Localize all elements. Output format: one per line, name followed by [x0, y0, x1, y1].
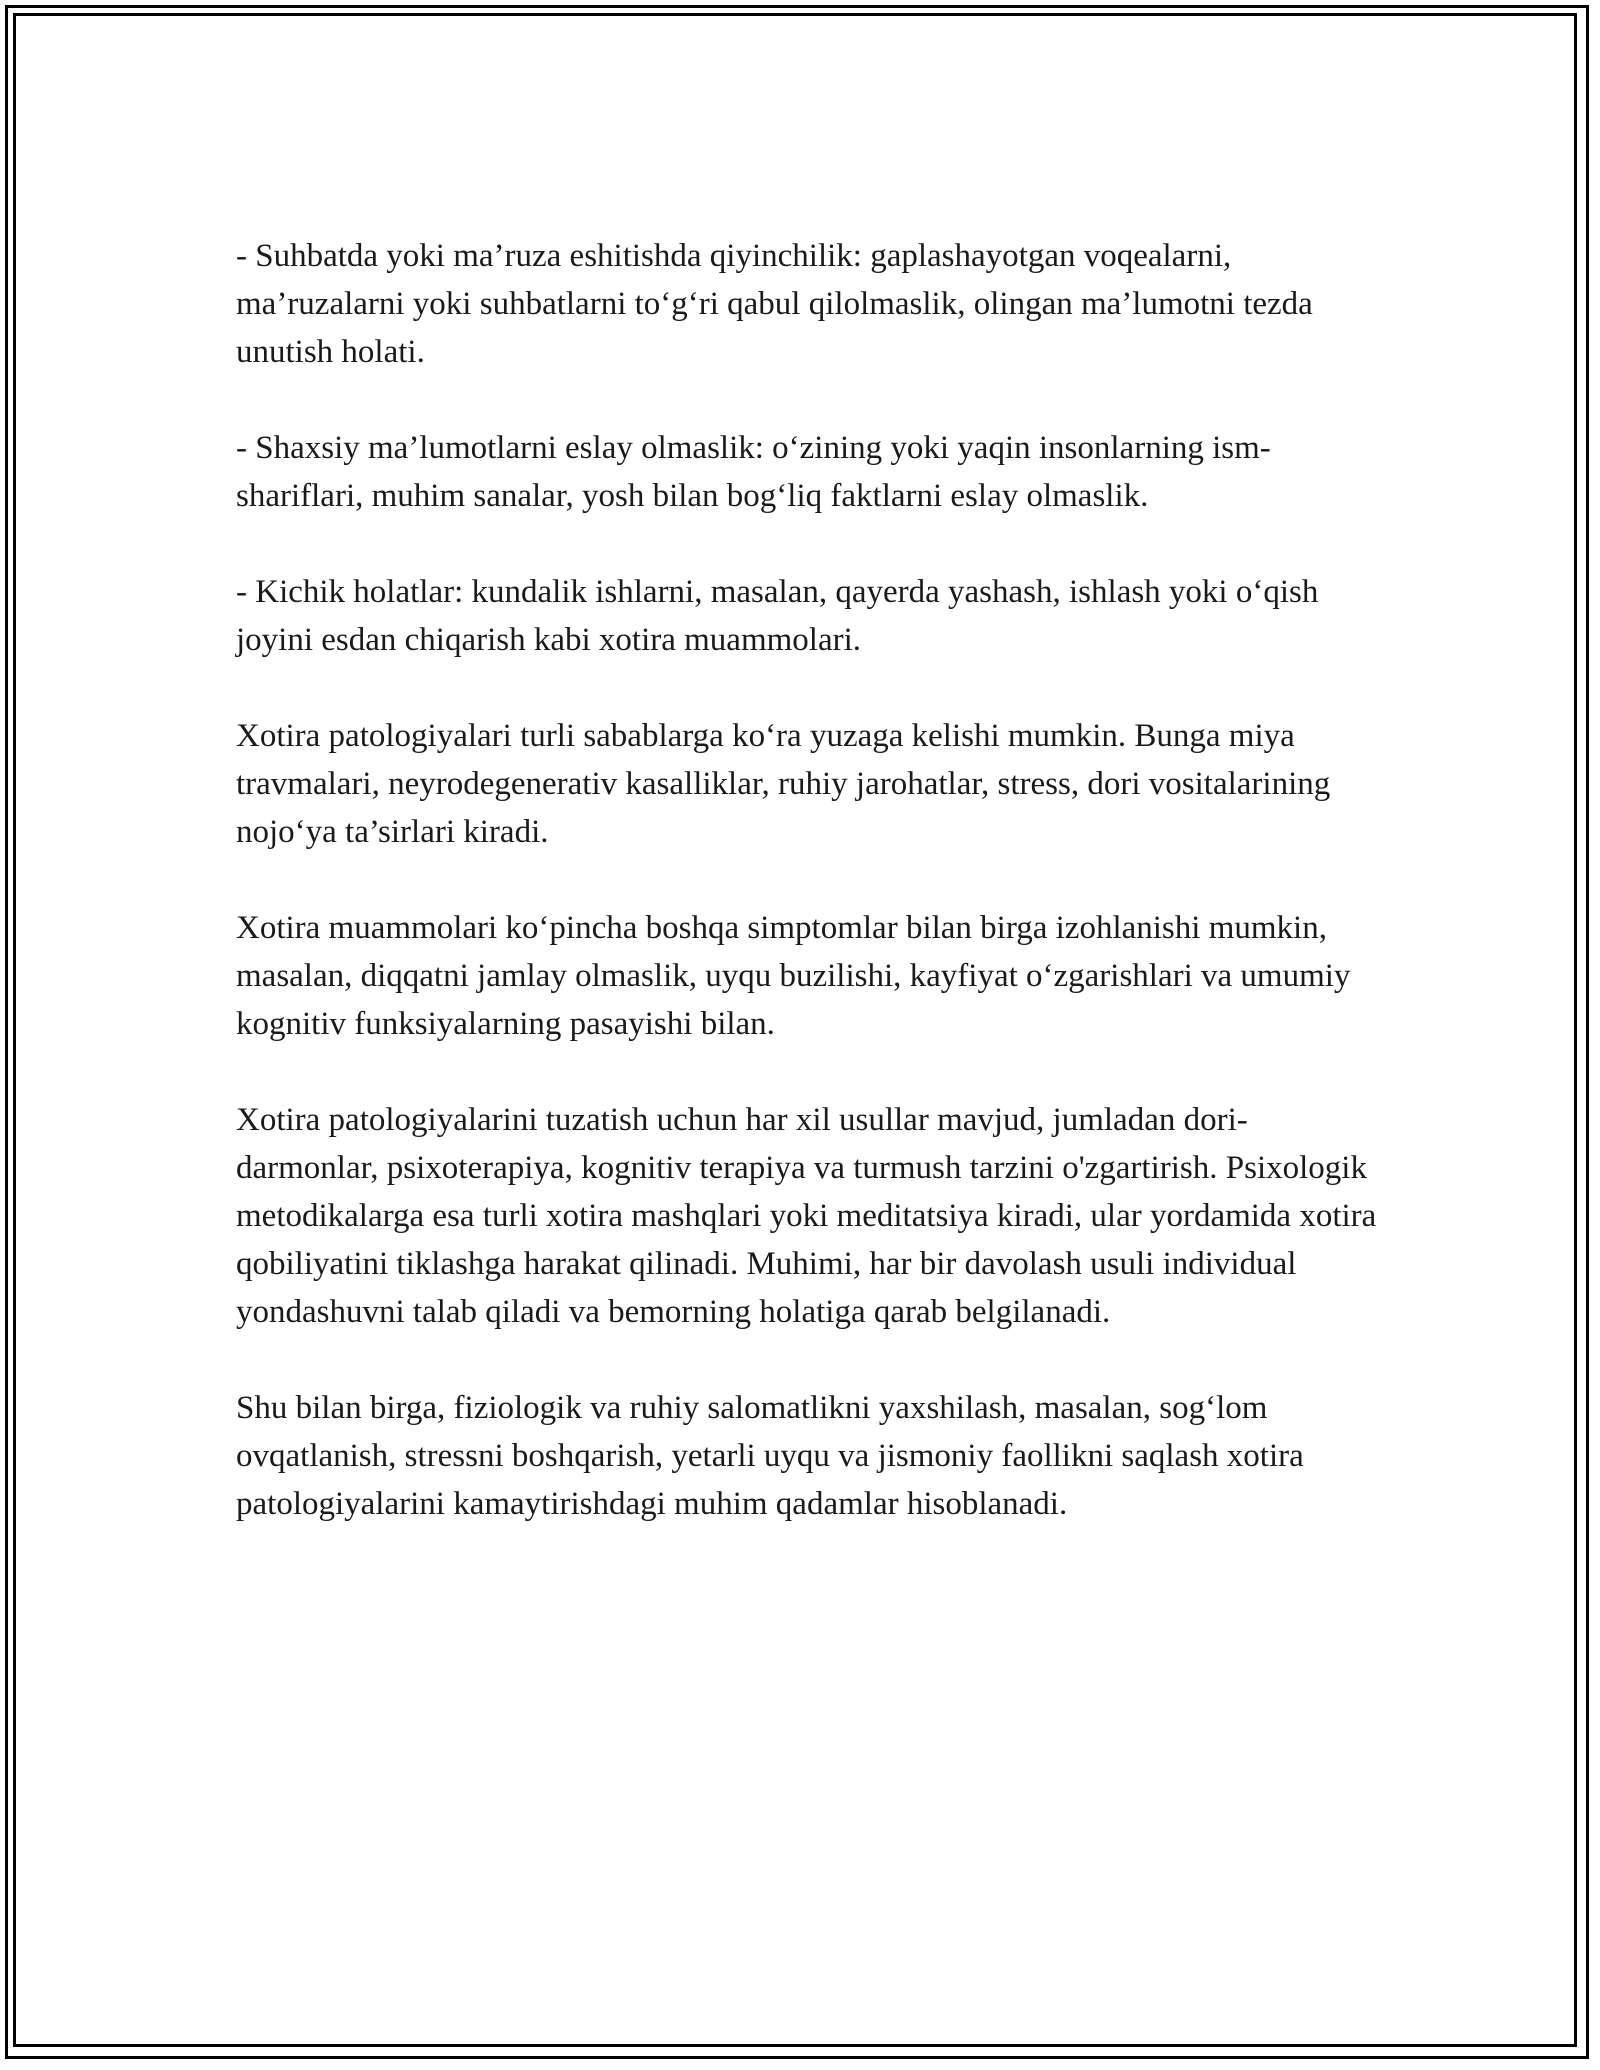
paragraph-health-steps: Shu bilan birga, fiziologik va ruhiy salomatlikni yaxshilash, masalan, sog‘lom ovqatlanish, stressni boshqarish, yetarli uyqu va jismoniy faollikni saqlash xotira patologiyalarini kamaytirishdagi muhim qadamlar hisoblanadi. [236, 1390, 1304, 1522]
paragraph-personal-info: - Shaxsiy ma’lumotlarni eslay olmaslik: o‘zining yoki yaqin insonlarning ism-shariflari, muhim sanalar, yosh bilan bog‘liq faktlarni eslay olmaslik. [236, 430, 1271, 514]
document-body [236, 232, 1386, 1576]
paragraph-treatment: Xotira patologiyalarini tuzatish uchun har xil usullar mavjud, jumladan dori-darmonlar, psixoterapiya, kognitiv terapiya va turmush tarzini o'zgartirish. Psixologik metodikalarga esa turli xotira mashqlari yoki meditatsiya kiradi, ular yordamida xotira qobiliyatini tiklashga harakat qilinadi. Muhimi, har bir davolash usuli individual yondashuvni talab qiladi va bemorning holatiga qarab belgilanadi. [236, 1102, 1377, 1330]
paragraph-causes: Xotira patologiyalari turli sabablarga ko‘ra yuzaga kelishi mumkin. Bunga miya travmalari, neyrodegenerativ kasalliklar, ruhiy jarohatlar, stress, dori vositalarining nojo‘ya ta’sirlari kiradi. [236, 718, 1331, 850]
paragraph-symptoms: Xotira muammolari ko‘pincha boshqa simptomlar bilan birga izohlanishi mumkin, masalan, diqqatni jamlay olmaslik, uyqu buzilishi, kayfiyat o‘zgarishlari va umumiy kognitiv funksiyalarning pasayishi bilan. [236, 910, 1351, 1042]
paragraph-conversation-difficulty: - Suhbatda yoki ma’ruza eshitishda qiyinchilik: gaplashayotgan voqealarni, ma’ruzalarni yoki suhbatlarni to‘g‘ri qabul qilolmaslik, olingan ma’lumotni tezda unutish holati. [236, 238, 1313, 370]
paragraph-minor-cases: - Kichik holatlar: kundalik ishlarni, masalan, qayerda yashash, ishlash yoki o‘qish joyini esdan chiqarish kabi xotira muammolari. [236, 574, 1319, 658]
